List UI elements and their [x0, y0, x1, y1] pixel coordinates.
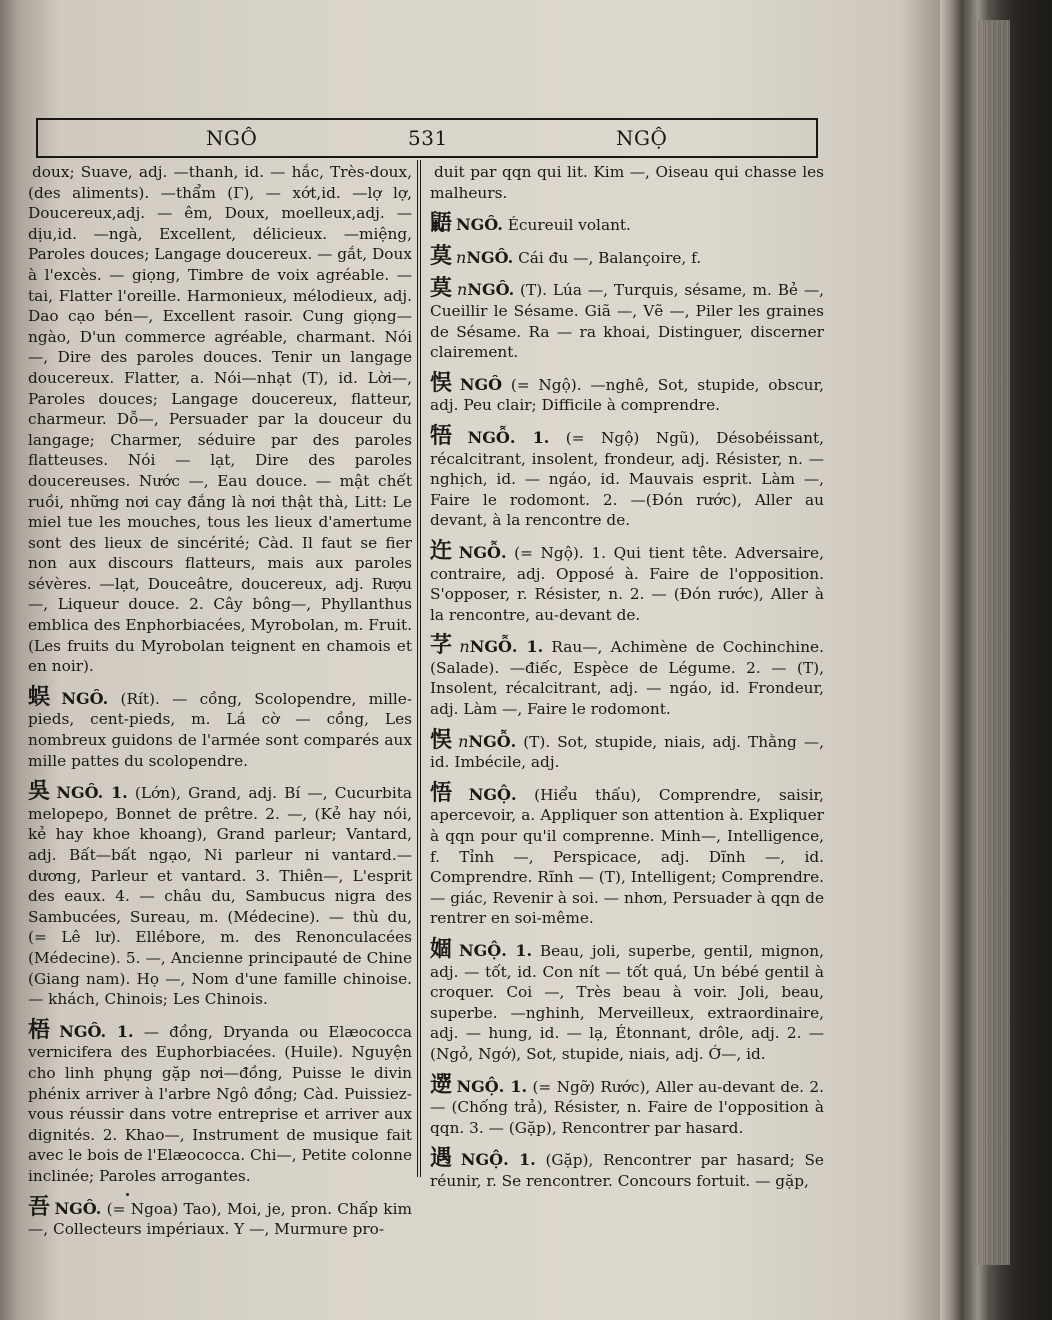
dictionary-entry	[430, 1145, 824, 1191]
entry-headword: NGÔ. 1.	[56, 783, 128, 803]
dictionary-entry	[430, 936, 824, 1065]
entry-headword: NGỖ.	[468, 731, 517, 751]
entry-body: (= Ngộ) Ngũ), Désobéissant, récalcitrant, insolent, frondeur, adj. Résister, n. — nghịch, id. — ngáo, id. Mauvais esprit. Làm —, Faire le rodomont. 2. —(Đón rước), Aller au devant, à la rencontre de.	[430, 428, 824, 530]
chinese-character: 牾	[430, 422, 464, 449]
entry-body: (= Ngộ). —nghê, Sot, stupide, obscur, adj. Peu clair; Difficile à comprendre.	[430, 375, 824, 415]
entry-body: (Gặp), Rencontrer par hasard; Se réunir, r. Se rencontrer. Concours fortuit. — gặp,	[430, 1151, 824, 1190]
entry-headword: NGÔ.	[456, 215, 503, 235]
entry-headword: NGÔ	[459, 374, 503, 394]
book-page-edges	[940, 0, 1052, 1320]
entry-body: (Lớn), Grand, adj. Bí —, Cucurbita melopepo, Bonnet de prêtre. 2. —, (Kẻ hay nói, kẻ hay khoe khoang), Grand parleur; Vantard, adj. Bất—bất ngạo, Ni parleur ni vantard.—dương, Parleur et vantard. 3. Thiên—, L'esprit des eaux. 4. — châu du, Sambucus nigra des Sambucées, Sureau, m. (Médecine). — thù du, (= Lê lư). Ellébore, m. des Renonculacées (Médecine). 5. —, Ancienne principauté de Chine (Giang nam). Họ —, Nom d'une famille chinoise. — khách, Chinois; Les Chinois.	[28, 784, 412, 1009]
entry-body: (Rít). — cồng, Scolopendre, mille-pieds, cent-pieds, m. Lá cờ — cồng, Les nombreux guidons de l'armée sont comparés aux mille pattes du scolopendre.	[28, 689, 412, 770]
dictionary-entry	[430, 1071, 824, 1139]
header-left-word: NGÔ	[206, 126, 258, 150]
chinese-character: 吳	[28, 778, 53, 805]
chinese-character: 梧	[28, 1016, 56, 1043]
dictionary-entry	[28, 160, 412, 677]
ink-speck	[126, 1193, 129, 1196]
entry-headword: NGỘ.	[468, 784, 517, 804]
entry-headword: NGỘ. 1.	[460, 1150, 536, 1170]
entry-body: Rau—, Achimène de Cochinchine. (Salade). —điếc, Espèce de Légume. 2. — (T), Insolent, récalcitrant, adj. — ngáo, id. Frondeur, adj. Làm —, Faire le rodomont.	[430, 638, 824, 719]
entry-body: duit par qqn qui lit. Kim —, Oiseau qui chasse les malheurs.	[430, 163, 824, 202]
chinese-character: 吾	[28, 1193, 51, 1220]
dictionary-entry	[430, 275, 824, 362]
page-number: 531	[408, 126, 448, 150]
entry-headword: NGỘ. 1.	[458, 941, 533, 960]
chinese-character: 悮	[430, 369, 456, 396]
chinese-character: 芓	[430, 632, 456, 659]
dictionary-entry	[28, 1193, 412, 1240]
running-header	[36, 118, 818, 158]
dictionary-entry	[28, 1016, 412, 1187]
entry-headword: NGÔ.	[467, 280, 515, 300]
entry-body: (T). Lúa —, Turquis, sésame, m. Bẻ —, Cueillir le Sésame. Giã —, Vẽ —, Piler les graines de Sésame. Ra — ra khoai, Distinguer, discerner clairement.	[430, 281, 824, 362]
dictionary-entry	[430, 242, 824, 269]
left-column	[28, 160, 412, 1239]
dictionary-entry	[430, 160, 824, 203]
entry-headword: NGÔ.	[466, 247, 514, 267]
entry-body: Cái đu —, Balançoire, f.	[518, 248, 702, 267]
dictionary-entry	[430, 210, 824, 237]
entry-body: (T). Sot, stupide, niais, adj. Thằng —, id. Imbécile, adj.	[430, 732, 824, 772]
entry-tag: n	[458, 731, 469, 751]
entry-headword: NGỘ. 1.	[456, 1076, 528, 1096]
chinese-character: 悮	[430, 726, 455, 753]
entry-headword: NGỖ. 1.	[467, 427, 550, 447]
chinese-character: 婟	[430, 936, 455, 962]
chinese-character: 蜈	[28, 683, 58, 710]
chinese-character: 迕	[430, 537, 455, 564]
entry-headword: NGỖ.	[458, 542, 507, 562]
entry-headword: NGÔ. 1.	[59, 1021, 134, 1041]
chinese-character: 莫	[430, 242, 453, 269]
entry-body: (= Ngoa) Tao), Moi, je, pron. Chấp kim —, Collecteurs impériaux. Y —, Murmure pro-	[28, 1199, 412, 1239]
chinese-character: 鼯	[430, 210, 453, 237]
chinese-character: 悟	[430, 779, 465, 806]
dictionary-entry	[28, 778, 412, 1010]
dictionary-entry	[430, 779, 824, 929]
dictionary-entry	[28, 683, 412, 771]
right-column	[430, 160, 824, 1190]
chinese-character: 遻	[430, 1071, 453, 1098]
dictionary-entry	[430, 422, 824, 531]
entry-body: — đồng, Dryanda ou Elæococca vernicifera des Euphorbiacées. (Huile). Nguyện cho linh phụng gặp nơi—đồng, Puisse le divin phénix arriver à l'arbre Ngô đồng; Càd. Puissiez-vous réussir dans votre entreprise et arriver aux dignités. 2. Khao—, Instrument de musique fait avec le bois de l'Elæococca. Chi—, Petite colonne inclinée; Paroles arrogantes.	[28, 1022, 412, 1185]
entry-tag: n	[457, 280, 468, 300]
column-divider	[417, 160, 421, 1177]
entry-body: doux; Suave, adj. —thanh, id. — hắc, Très-doux, (des aliments). —thẩm (Г), — xớt,id. —lợ lợ, Doucereux,adj. — êm, Doux, moelleux,adj. — dịu,id. —ngà, Excellent, délicieux. —miệng, Paroles douces; Langage doucereux. — gắt, Doux à l'excès. — giọng, Timbre de voix agréable. — tai, Flatter l'oreille. Harmonieux, mélodieux, adj. Dao cạo bén—, Excellent rasoir. Cung giọng—ngào, D'un commerce agréable, charmant. Nói—, Dire des paroles douces. Tenir un langage doucereux. Flatter, a. Nói—nhạt (T), id. Lời—, Paroles douces; Langage doucereux, flatteur, charmeur. Dỗ—, Persuader par la douceur du langage; Charmer, séduire par des paroles flatteuses. Nói — lạt, Dire des paroles doucereuses. Nước —, Eau douce. — mật chết ruồi, những nơi cay đắng là nơi thật thà, Litt: Le miel tue les mouches, tous les lieux d'amertume sont des lieux de sincérité; Càd. Il faut se fier non aux discours flatteurs, mais aux paroles sévères. —lạt, Douceâtre, doucereux, adj. Rượu—, Liqueur douce. 2. Cây bông—, Phyllanthus emblica des Enphorbiacées, Myrobolan, m. Fruit. (Les fruits du Myrobolan teignent en chamois et en noir).	[28, 163, 412, 676]
dictionary-entry	[430, 632, 824, 719]
chinese-character: 遇	[430, 1145, 457, 1172]
dictionary-entry	[430, 369, 824, 416]
entry-headword: NGÔ.	[61, 688, 109, 708]
entry-headword: NGÔ.	[54, 1198, 102, 1218]
entry-body: Beau, joli, superbe, gentil, mignon, adj. — tốt, id. Con nít — tốt quá, Un bébé gentil à croquer. Coi —, Très beau à voir. Joli, beau, superbe. —nghinh, Merveilleux, extraordinaire, adj. — hung, id. — lạ, Étonnant, drôle, adj. 2. —(Ngỏ, Ngớ), Sot, stupide, niais, adj. Ớ—, id.	[430, 942, 824, 1063]
entry-tag: n	[456, 247, 467, 267]
entry-headword: NGỖ. 1.	[469, 637, 544, 657]
entry-body: (= Ngỡ) Rước), Aller au-devant de. 2. — (Chống trả), Résister, n. Faire de l'opposition à qqn. 3. — (Gặp), Rencontrer par hasard.	[430, 1077, 824, 1137]
header-right-word: NGỘ	[616, 126, 668, 150]
entry-body: (Hiểu thấu), Comprendre, saisir, apercevoir, a. Appliquer son attention à. Expliquer à qqn pour qu'il comprenne. Minh—, Intelligence, f. Tỉnh —, Perspicace, adj. Dĩnh —, id. Comprendre. Rĩnh — (T), Intelligent; Comprendre. — giác, Revenir à soi. — nhơn, Persuader à qqn de rentrer en soi-même.	[430, 785, 824, 928]
chinese-character: 莫	[430, 275, 453, 302]
entry-body: (= Ngộ). 1. Qui tient tête. Adversaire, contraire, adj. Opposé à. Faire de l'opposition. S'opposer, r. Résister, n. 2. — (Đón rước), Aller à la rencontre, au-devant de.	[430, 543, 824, 624]
entry-tag: n	[459, 637, 470, 657]
dictionary-entry	[430, 726, 824, 773]
entry-body: Écureuil volant.	[507, 216, 631, 235]
dictionary-entry	[430, 537, 824, 625]
